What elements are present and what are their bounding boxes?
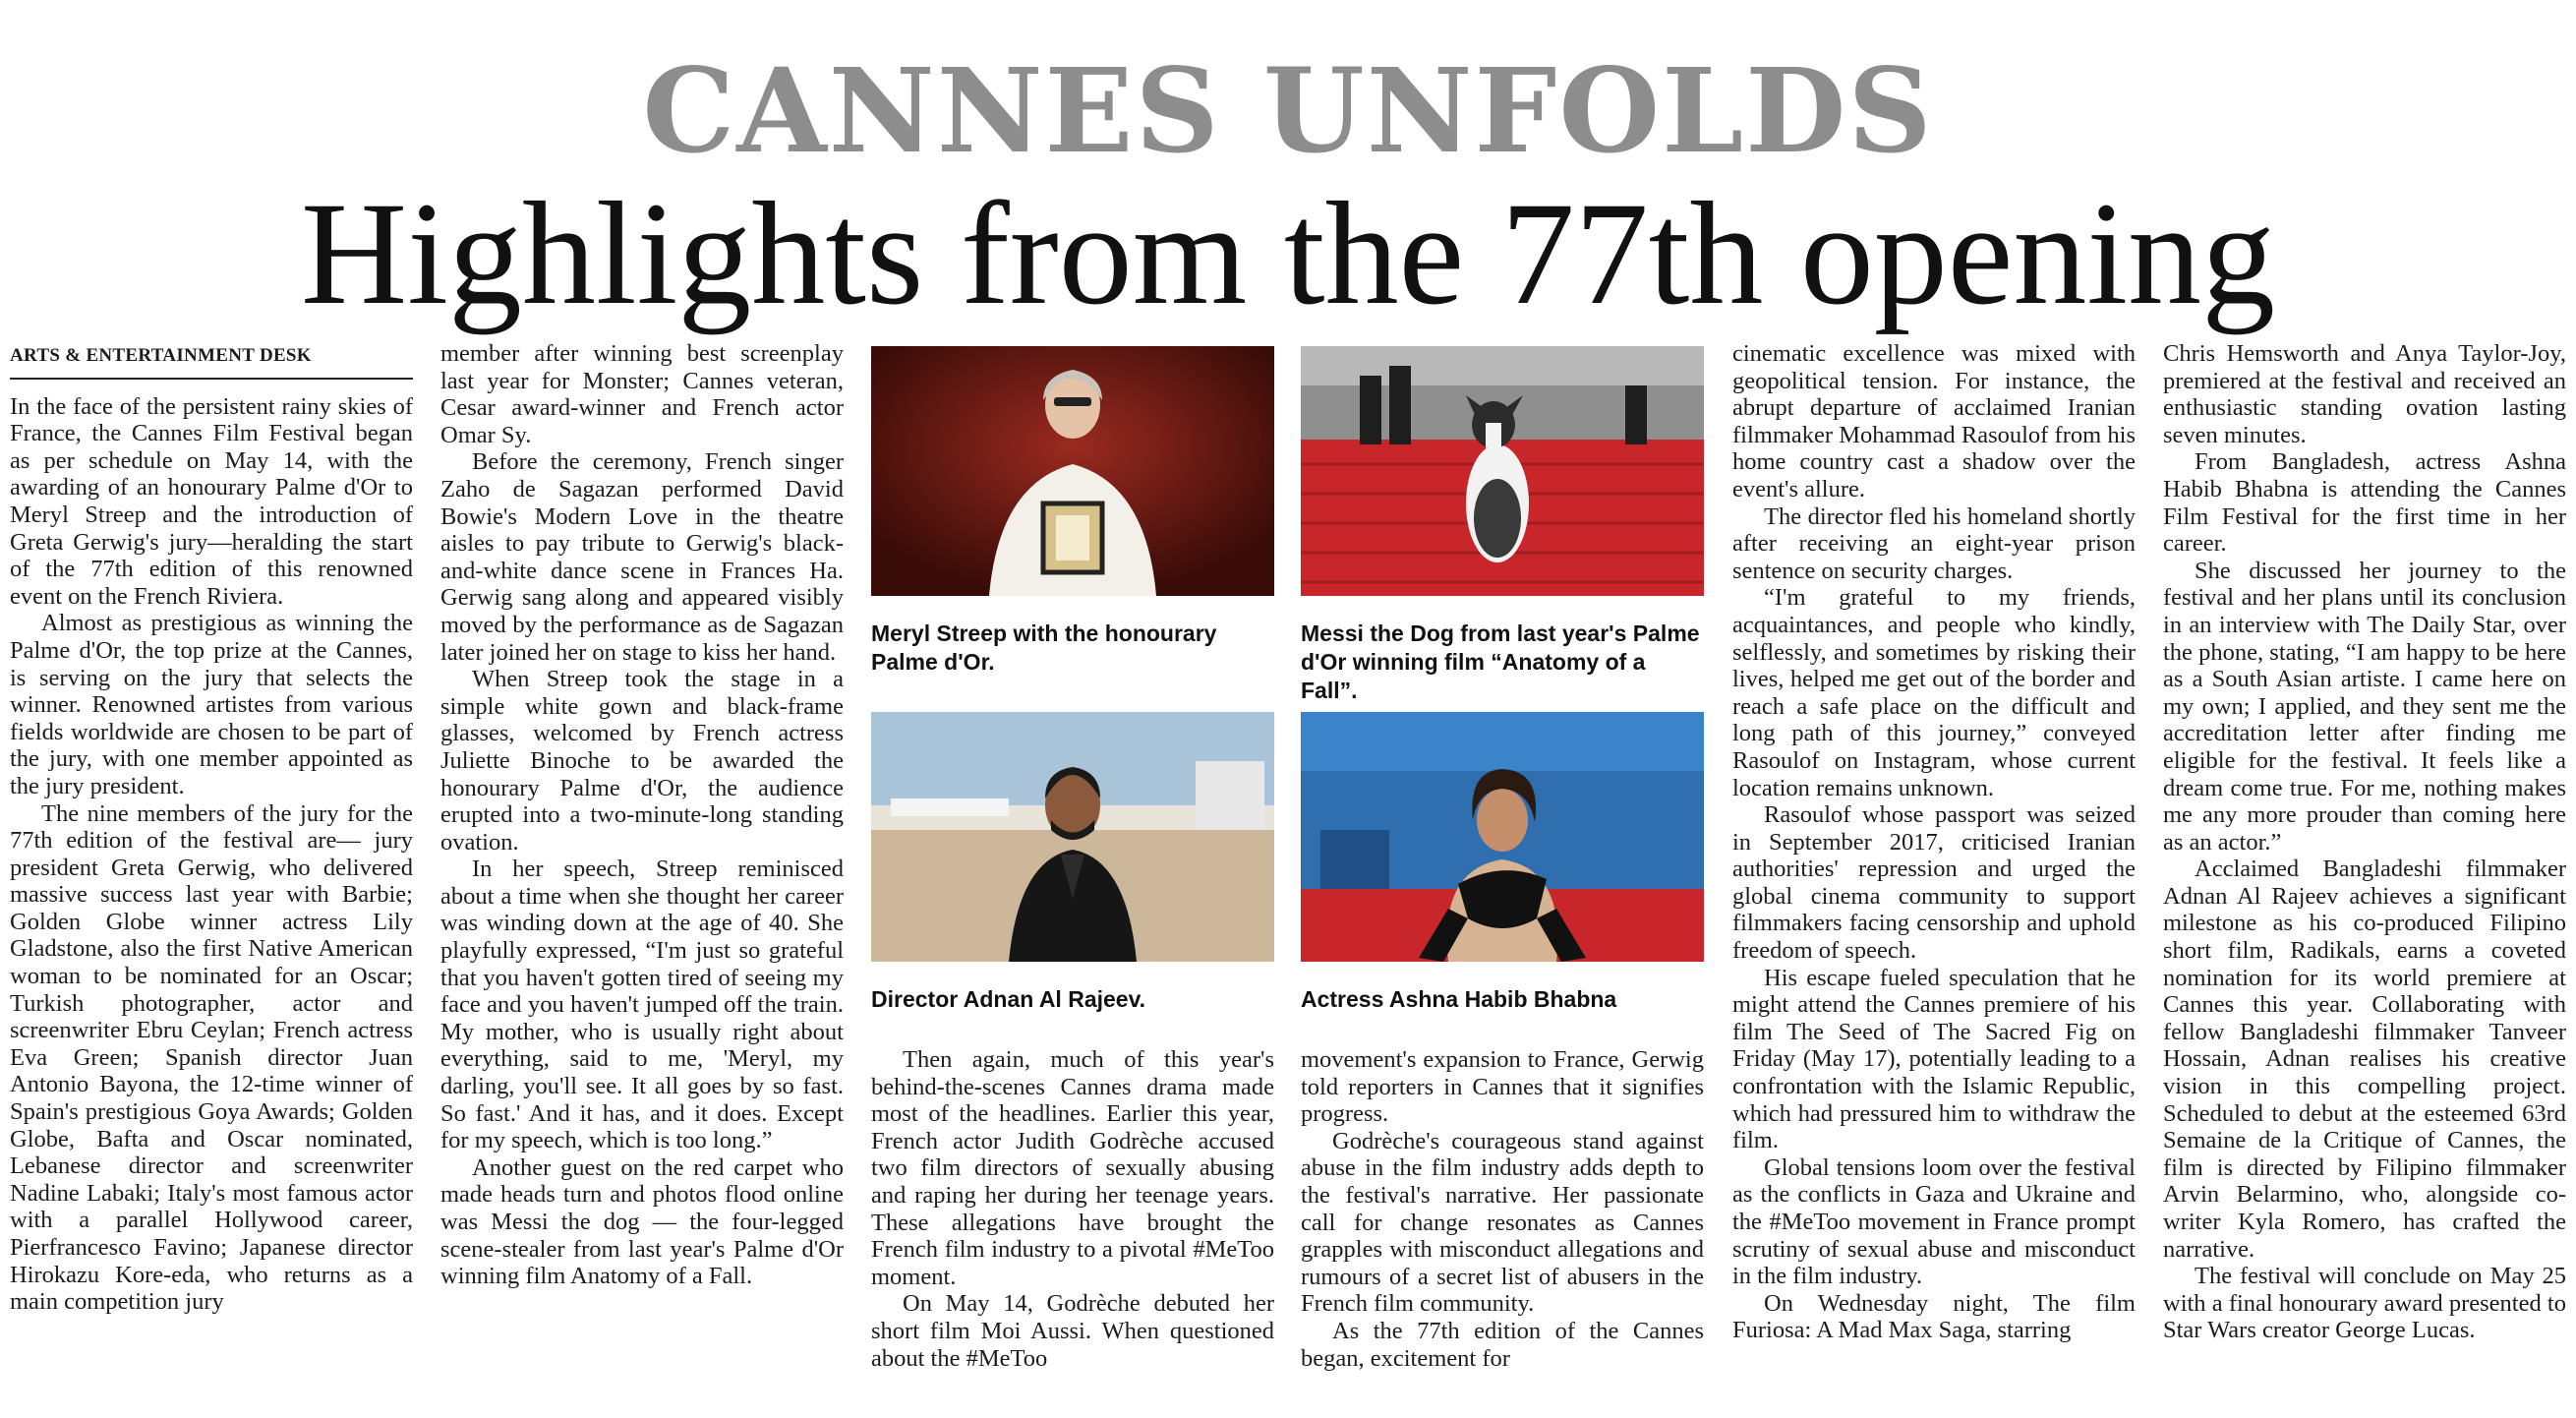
paragraph: movement's expansion to France, Gerwig told reporters in Cannes that it signifies progress. [1301, 1046, 1704, 1128]
paragraph: From Bangladesh, actress Ashna Habib Bhabna is attending the Cannes Film Festival for the first time in her career. [2163, 448, 2566, 558]
article-column-5 [1732, 340, 2136, 1412]
article-column-2 [440, 340, 844, 1412]
article-column-3 [871, 1046, 1274, 1412]
desk-label: ARTS & ENTERTAINMENT DESK [10, 342, 413, 380]
paragraph: cinematic excellence was mixed with geopolitical tension. For instance, the abrupt departure of acclaimed Iranian filmmaker Mohammad Rasoulof from his home country cast a shadow over the event's allure. [1732, 340, 2136, 502]
paragraph: Another guest on the red carpet who made heads turn and photos flood online was Messi the dog — the four-legged scene-stealer from last year's Palme d'Or winning film Anatomy of a Fall. [440, 1153, 844, 1290]
paragraph: Godrèche's courageous stand against abuse in the film industry adds depth to the festival's narrative. Her passionate call for change resonates as Cannes grapples with misconduct allegations and rumours of a secret list of abusers in the French film community. [1301, 1127, 1704, 1318]
photo-caption: Messi the Dog from last year's Palme d'Or winning film “Anatomy of a Fall”. [1301, 620, 1700, 703]
kicker-title: CANNES UNFOLDS [642, 42, 1934, 179]
paragraph: The nine members of the jury for the 77th edition of the festival are— jury president Greta Gerwig, who delivered massive success last year with Barbie; Golden Globe winner actress Lily Gladstone, also the first Native American woman to be nominated for an Oscar; Turkish photographer, actor and screenwriter Ebru Ceylan; French actress Eva Green; Spanish director Juan Antonio Bayona, the 12-time winner of Spain's prestigious Goya Awards; Golden Globe, Bafta and Oscar nominated, Lebanese director and screenwriter Nadine Labaki; Italy's most famous actor with a parallel Hollywood career, Pierfrancesco Favino; Japanese director Hirokazu Kore-eda, who returns as a main competition jury [10, 799, 413, 1316]
photo-caption: Actress Ashna Habib Bhabna [1301, 986, 1617, 1012]
paragraph: She discussed her journey to the festival and her plans until its conclusion in an interview with The Daily Star, over the phone, stating, “I am happy to be here as a South Asian artiste. I came here on my own; I applied, and they sent me the accreditation letter after finding me eligible for the festival. It feels like a dream come true. For me, nothing makes me any more prouder than coming here as an actor.” [2163, 557, 2566, 856]
headline: Highlights from the 77th opening [300, 172, 2276, 335]
paragraph: member after winning best screenplay last year for Monster; Cannes veteran, Cesar award-winner and French actor Omar Sy. [440, 340, 844, 448]
paragraph: The director fled his homeland shortly after receiving an eight-year prison sentence on security charges. [1732, 502, 2136, 584]
paragraph: On Wednesday night, The film Furiosa: A Mad Max Saga, starring [1732, 1289, 2136, 1344]
article-column-1 [10, 340, 413, 1412]
paragraph: In the face of the persistent rainy skies of France, the Cannes Film Festival began as per schedule on May 14, with the awarding of an honourary Palme d'Or to Meryl Streep and the introduction of Greta Gerwig's jury—heralding the start of the 77th edition of this renowned event on the French Riviera. [10, 392, 413, 610]
paragraph: “I'm grateful to my friends, acquaintances, and people who kindly, selflessly, and sometimes by risking their lives, helped me get out of the border and reach a safe place on the difficult and long path of this journey,” conveyed Rasoulof on Instagram, whose current location remains unknown. [1732, 584, 2136, 801]
paragraph: Chris Hemsworth and Anya Taylor-Joy, premiered at the festival and received an enthusiastic standing ovation lasting seven minutes. [2163, 340, 2566, 448]
paragraph: When Streep took the stage in a simple white gown and black-frame glasses, welcomed by French actress Juliette Binoche to be awarded the honourary Palme d'Or, the audience erupted into a two-minute-long standing ovation. [440, 666, 844, 856]
paragraph: Global tensions loom over the festival as the conflicts in Gaza and Ukraine and the #MeToo movement in France prompt scrutiny of sexual abuse and misconduct in the film industry. [1732, 1153, 2136, 1290]
paragraph: Rasoulof whose passport was seized in September 2017, criticised Iranian authorities' repression and urged the global cinema community to support filmmakers facing censorship and uphold freedom of speech. [1732, 801, 2136, 965]
article-column-6 [2163, 340, 2566, 1412]
photo-caption: Director Adnan Al Rajeev. [871, 986, 1146, 1012]
paragraph: In her speech, Streep reminisced about a time when she thought her career was winding down at the age of 40. She playfully expressed, “I'm just so grateful that you haven't gotten tired of seeing my face and you haven't jumped off the train. My mother, who is usually right about everything, said to me, 'Meryl, my darling, you'll see. It all goes by so fast. So fast.' And it has, and it does. Except for my speech, which is too long.” [440, 856, 844, 1154]
paragraph: Before the ceremony, French singer Zaho de Sagazan performed David Bowie's Modern Love in the theatre aisles to pay tribute to Gerwig's black-and-white dance scene in Frances Ha. Gerwig sang along and appeared visibly moved by the performance as de Sagazan later joined her on stage to kiss her hand. [440, 448, 844, 666]
paragraph: His escape fueled speculation that he might attend the Cannes premiere of his film The Seed of The Sacred Fig on Friday (May 17), potentially leading to a confrontation with the Islamic Republic, which had pressured him to withdraw the film. [1732, 964, 2136, 1154]
paragraph: Acclaimed Bangladeshi filmmaker Adnan Al Rajeev achieves a significant milestone as his co-produced Filipino short film, Radikals, earns a coveted nomination for its world premiere at Cannes this year. Collaborating with fellow Bangladeshi filmmaker Tanveer Hossain, Adnan realises his creative vision in this compelling project. Scheduled to debut at the esteemed 63rd Semaine de la Critique of Cannes, the film is directed by Filipino filmmaker Arvin Belarmino, who, alongside co-writer Kyla Romero, has crafted the narrative. [2163, 856, 2566, 1263]
messi-dog-photo [1301, 346, 1704, 596]
adnan-al-rajeev-photo [871, 712, 1274, 962]
paragraph: Then again, much of this year's behind-the-scenes Cannes drama made most of the headlines. Earlier this year, French actor Judith Godrèche accused two film directors of sexually abusing and raping her during her teenage years. These allegations have brought the French film industry to a pivotal #MeToo moment. [871, 1046, 1274, 1290]
paragraph: The festival will conclude on May 25 with a final honourary award presented to Star Wars creator George Lucas. [2163, 1263, 2566, 1344]
ashna-habib-bhabna-photo [1301, 712, 1704, 962]
article-column-4 [1301, 1046, 1704, 1412]
paragraph: As the 77th edition of the Cannes began, excitement for [1301, 1317, 1704, 1372]
photo-caption: Meryl Streep with the honourary Palme d'Or. [871, 620, 1217, 675]
paragraph: On May 14, Godrèche debuted her short film Moi Aussi. When questioned about the #MeToo [871, 1290, 1274, 1372]
paragraph: Almost as prestigious as winning the Palme d'Or, the top prize at the Cannes, is serving on the jury that selects the winner. Renowned artistes from various fields worldwide are chosen to be part of the jury, with one member appointed as the jury president. [10, 610, 413, 799]
meryl-streep-photo [871, 346, 1274, 596]
